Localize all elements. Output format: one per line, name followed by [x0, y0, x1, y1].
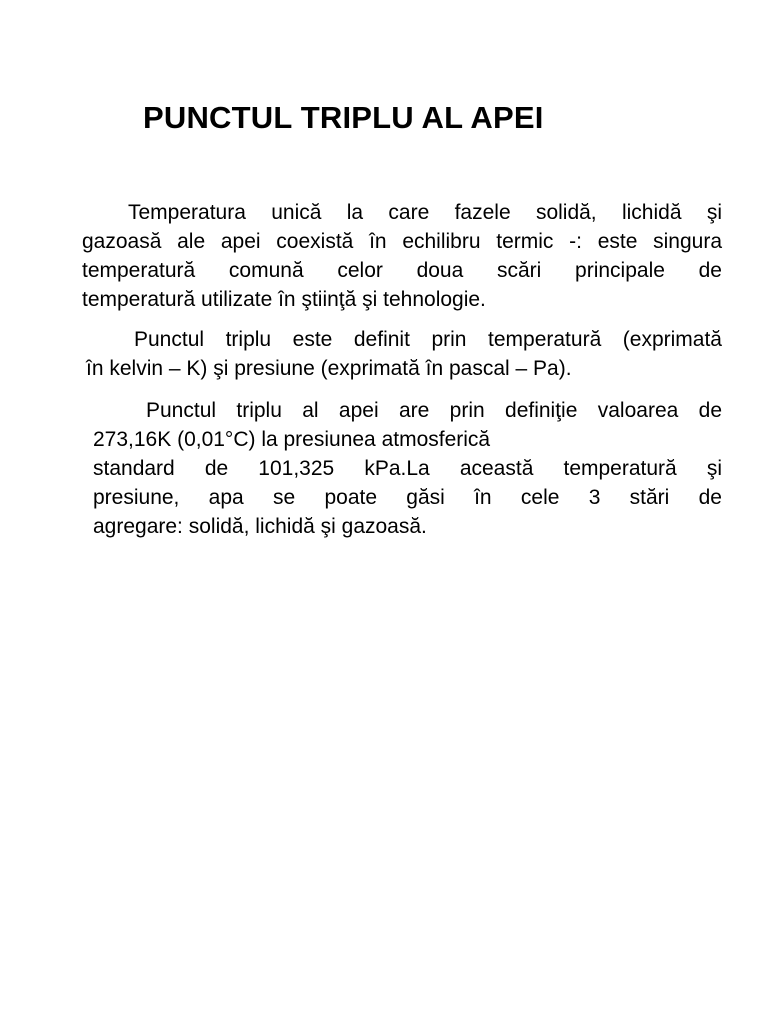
paragraph-line: Temperatura unică la care fazele solidă, lichidă şi [128, 201, 722, 224]
paragraph-line: presiune, apa se poate găsi în cele 3 stări de [93, 486, 722, 509]
paragraph-definition [82, 198, 722, 314]
paragraph-line: standard de 101,325 kPa.La această temperatură şi [93, 457, 722, 480]
paragraph-line: temperatură utilizate în ştiinţă şi tehnologie. [82, 288, 486, 311]
paragraph-value [93, 396, 722, 541]
paragraph-line: în kelvin – K) şi presiune (exprimată în pascal – Pa). [86, 357, 572, 380]
paragraph-measurement [86, 325, 722, 383]
paragraph-line: temperatură comună celor doua scări principale de [82, 259, 722, 282]
page-title: PUNCTUL TRIPLU AL APEI [143, 100, 544, 135]
paragraph-line: gazoasă ale apei coexistă în echilibru termic -: este singura [82, 230, 722, 253]
paragraph-line: Punctul triplu este definit prin temperatură (exprimată [134, 328, 722, 351]
paragraph-line: Punctul triplu al apei are prin definiţie valoarea de [146, 399, 722, 422]
paragraph-line: 273,16K (0,01°C) la presiunea atmosferică [93, 428, 491, 451]
paragraph-line: agregare: solidă, lichidă şi gazoasă. [93, 515, 427, 538]
